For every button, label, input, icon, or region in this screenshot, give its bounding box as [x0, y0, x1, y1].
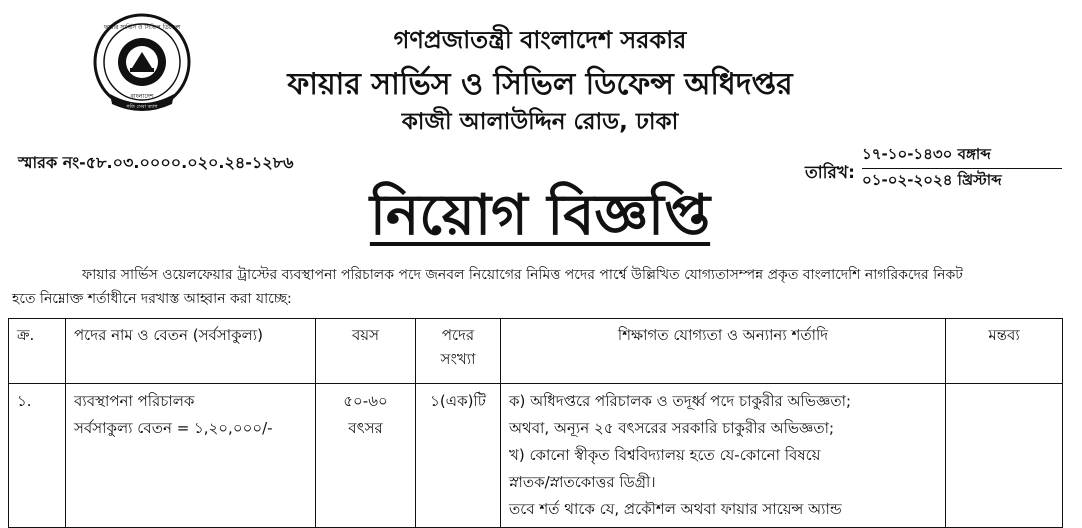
- row-age: [316, 384, 416, 528]
- row-remarks: [946, 384, 1063, 528]
- notice-title: নিয়োগ বিজ্ঞপ্তি: [369, 182, 711, 248]
- header-qualification: শিক্ষাগত যোগ্যতা ও অন্যান্য শর্তাদি: [501, 319, 946, 384]
- seal-text-bottom: বাংলাদেশ: [130, 93, 154, 100]
- recruitment-table: [8, 318, 1063, 528]
- memo-reference: স্মারক নং-৫৮.০৩.০০০০.০২০.২৪-১২৮৬: [18, 153, 294, 172]
- qualification-line: খ) কোনো স্বীকৃত বিশ্ববিদ্যালয় হতে যে-কোনো বিষয়ে: [509, 446, 821, 464]
- qualification-line: ক) অধিদপ্তরে পরিচালক ও তদূর্ধ্ব পদে চাকুরীর অভিজ্ঞতা;: [509, 392, 852, 410]
- date-english: ০১-০২-২০২৪ খ্রিস্টাব্দ: [862, 171, 1002, 189]
- row-post: [66, 384, 316, 528]
- fire-service-seal-logo: [92, 12, 192, 112]
- table-row: [9, 384, 1063, 528]
- government-name: গণপ্রজাতন্ত্রী বাংলাদেশ সরকার: [393, 26, 687, 54]
- qualification-line: অথবা, অন্যূন ২৫ বৎসরের সরকারি চাকুরীর অভিজ্ঞতা;: [509, 419, 835, 437]
- seal-motto: গতি সেবা ত্যাগ: [126, 104, 158, 110]
- qualification-line: তবে শর্ত থাকে যে, প্রকৌশল অথবা ফায়ার সায়েন্স অ্যান্ড: [509, 500, 842, 518]
- post-salary: সর্বসাকুল্য বেতন = ১,২০,০০০/-: [74, 419, 273, 437]
- date-label: তারিখ:: [805, 163, 855, 183]
- date-bangla: ১৭-১০-১৪৩০ বঙ্গাব্দ: [862, 143, 1062, 169]
- row-serial: ১.: [9, 384, 66, 528]
- header-count: পদের সংখ্যা: [416, 319, 501, 384]
- age-unit: বৎসর: [348, 419, 383, 437]
- post-name: ব্যবস্থাপনা পরিচালক: [74, 392, 195, 410]
- department-name: ফায়ার সার্ভিস ও সিভিল ডিফেন্স অধিদপ্তর: [287, 67, 793, 102]
- department-address: কাজী আলাউদ্দিন রোড, ঢাকা: [401, 109, 679, 135]
- intro-line-2: হতে নিম্নোক্ত শর্তাধীনে দরখাস্ত আহ্বান করা যাচ্ছে:: [12, 291, 292, 307]
- date-block: [862, 143, 1062, 192]
- header-remarks: মন্তব্য: [946, 319, 1063, 384]
- header-age: বয়স: [316, 319, 416, 384]
- age-range: ৫০-৬০: [343, 392, 388, 410]
- header-post: পদের নাম ও বেতন (সর্বসাকুল্য): [66, 319, 316, 384]
- header-serial: ক্র.: [9, 319, 66, 384]
- qualification-line: স্নাতক/স্নাতকোত্তর ডিগ্রী।: [509, 473, 656, 491]
- intro-paragraph: [12, 263, 1072, 311]
- row-qualification: [501, 384, 946, 528]
- seal-text-top: ফায়ার সার্ভিস ও সিভিল ডিফেন্স: [103, 24, 181, 31]
- row-count: ১(এক)টি: [416, 384, 501, 528]
- table-header-row: [9, 319, 1063, 384]
- intro-line-1: ফায়ার সার্ভিস ওয়েলফেয়ার ট্রাস্টের ব্যবস্থাপনা পরিচালক পদে জনবল নিয়োগের নিমিত্ত পদের পার্শ্বে উল্লিখিত যোগ্যতাসম্পন্ন প্রকৃত বাংলাদেশি নাগরিকদের নিকট: [82, 267, 963, 283]
